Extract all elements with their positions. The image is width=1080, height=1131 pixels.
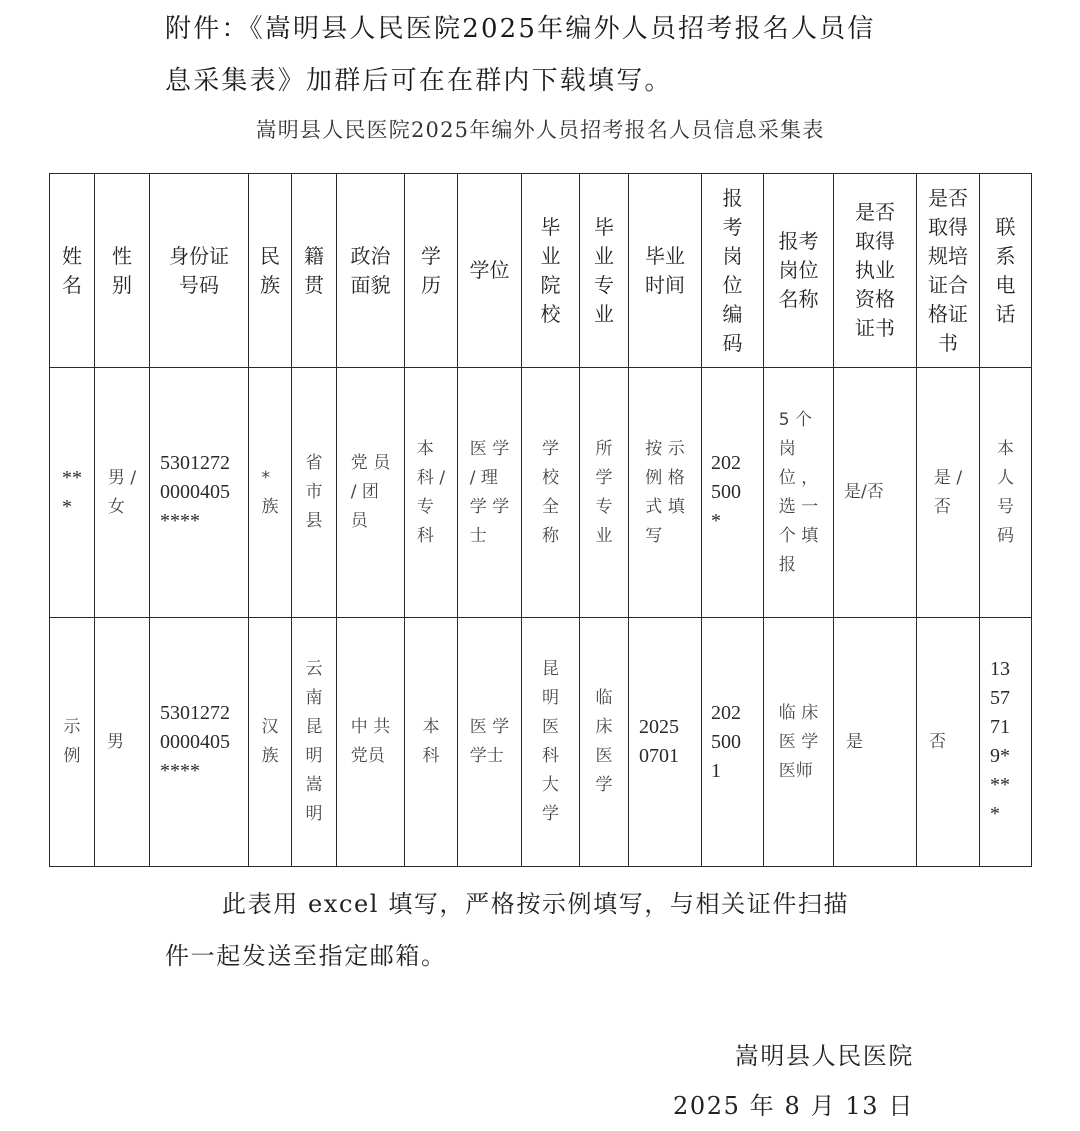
cell-political-status: 中 共 党员 (337, 618, 405, 867)
cell-id-number: 5301272 0000405 **** (150, 368, 249, 618)
header-native-place: 籍 贯 (292, 174, 337, 368)
cell-degree: 医 学 / 理 学 学 士 (458, 368, 522, 618)
header-position-name: 报考 岗位 名称 (764, 174, 834, 368)
cell-name: 示 例 (50, 618, 95, 867)
header-training-cert: 是否 取得 规培 证合 格证 书 (917, 174, 980, 368)
cell-training-cert: 是 / 否 (917, 368, 980, 618)
header-education: 学 历 (405, 174, 458, 368)
cell-ethnicity: * 族 (249, 368, 292, 618)
cell-ethnicity: 汉 族 (249, 618, 292, 867)
cell-position-code: 202 500 * (702, 368, 764, 618)
header-name: 姓 名 (50, 174, 95, 368)
cell-education: 本 科 / 专 科 (405, 368, 458, 618)
cell-school: 昆 明 医 科 大 学 (522, 618, 580, 867)
intro-line-1: 附件：《嵩明县人民医院2025年编外人员招考报名人员信 (165, 14, 876, 44)
table-header-row (50, 174, 1032, 368)
header-school: 毕 业 院 校 (522, 174, 580, 368)
header-id-number: 身份证 号码 (150, 174, 249, 368)
cell-grad-time: 2025 0701 (629, 618, 702, 867)
cell-practice-cert: 是 (834, 618, 917, 867)
issuer-name: 嵩明县人民医院 (734, 1042, 914, 1070)
header-practice-cert: 是否 取得 执业 资格 证书 (834, 174, 917, 368)
cell-political-status: 党 员 / 团 员 (337, 368, 405, 618)
table-row-example (50, 618, 1032, 867)
cell-practice-cert: 是/否 (834, 368, 917, 618)
issue-date: 2025 年 8 月 13 日 (672, 1092, 914, 1120)
intro-line-2: 息采集表》加群后可在在群内下载填写。 (165, 66, 673, 96)
instruction-line-1: 此表用 excel 填写，严格按示例填写，与相关证件扫描 (222, 890, 850, 918)
instruction-line-2: 件一起发送至指定邮箱。 (165, 942, 447, 970)
cell-education: 本 科 (405, 618, 458, 867)
cell-grad-time: 按 示 例 格 式 填 写 (629, 368, 702, 618)
header-gender: 性 别 (95, 174, 150, 368)
header-political-status: 政治 面貌 (337, 174, 405, 368)
header-ethnicity: 民 族 (249, 174, 292, 368)
info-collection-table (49, 173, 1032, 867)
header-grad-time: 毕业 时间 (629, 174, 702, 368)
cell-gender: 男 (95, 618, 150, 867)
cell-gender: 男 / 女 (95, 368, 150, 618)
cell-phone: 本 人 号 码 (980, 368, 1032, 618)
table-title: 嵩明县人民医院2025年编外人员招考报名人员信息采集表 (255, 118, 825, 142)
cell-major: 所 学 专 业 (580, 368, 629, 618)
header-phone: 联 系 电 话 (980, 174, 1032, 368)
cell-degree: 医 学 学士 (458, 618, 522, 867)
header-major: 毕 业 专 业 (580, 174, 629, 368)
header-position-code: 报 考 岗 位 编 码 (702, 174, 764, 368)
cell-position-code: 202 500 1 (702, 618, 764, 867)
cell-name: ** * (50, 368, 95, 618)
table-row-template (50, 368, 1032, 618)
header-degree: 学位 (458, 174, 522, 368)
cell-major: 临 床 医 学 (580, 618, 629, 867)
cell-school: 学 校 全 称 (522, 368, 580, 618)
cell-native-place: 省 市 县 (292, 368, 337, 618)
cell-position-name: 5 个 岗 位 ， 选 一 个 填 报 (764, 368, 834, 618)
cell-training-cert: 否 (917, 618, 980, 867)
cell-native-place: 云 南 昆 明 嵩 明 (292, 618, 337, 867)
cell-phone: 13 57 71 9* ** * (980, 618, 1032, 867)
cell-position-name: 临 床 医 学 医师 (764, 618, 834, 867)
cell-id-number: 5301272 0000405 **** (150, 618, 249, 867)
